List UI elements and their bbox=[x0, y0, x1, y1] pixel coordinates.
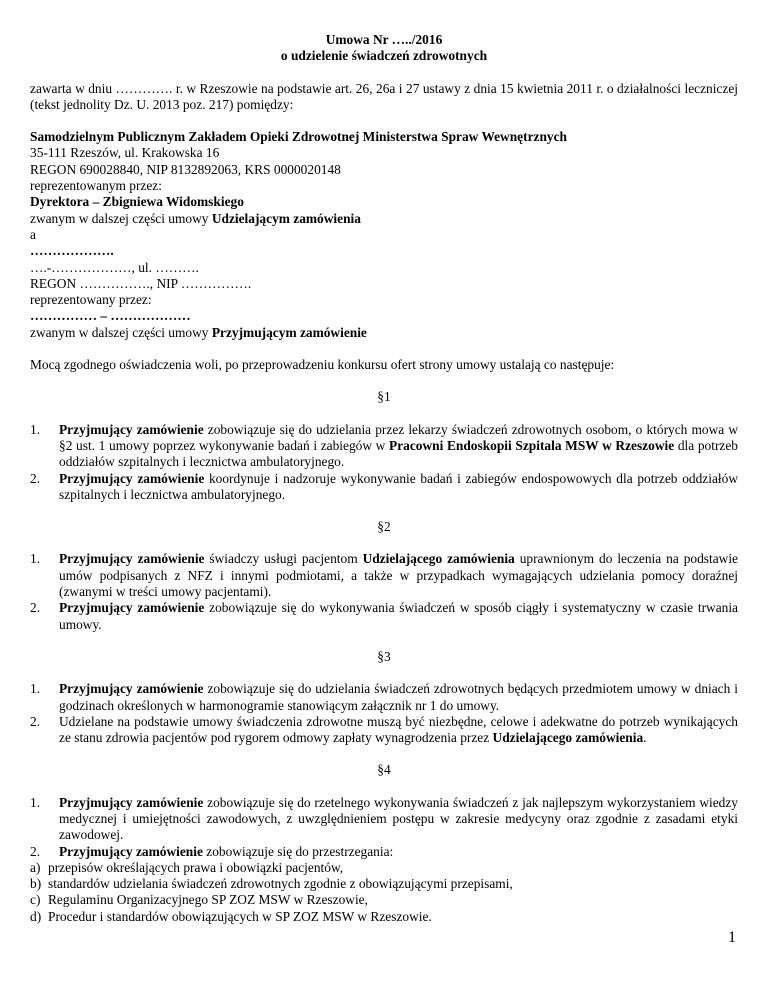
party-2-called: zwanym w dalszej części umowy Przyjmującym zamówienie bbox=[30, 324, 367, 340]
party-2-name: ………………. bbox=[30, 243, 114, 259]
party-1-representative: Dyrektora – Zbigniewa Widomskiego bbox=[30, 194, 244, 210]
party-1-role: Udzielającym zamówienia bbox=[211, 210, 361, 226]
section-1-item-1: 1. Przyjmujący zamówienie zobowiązuje się do udzielania przez lekarzy świadczeń zdrowotnych osobom, o których mowa w §2 ust. 1 umowy poprzez wykonywanie badań i zabiegów w Pracowni Endoskopii Szpitala MSW w Rzeszowie dla potrzeb oddziałów szpitalnych i lecznictwa ambulatoryjnego. bbox=[30, 421, 738, 470]
party-1-called: zwanym w dalszej części umowy Udzielającym zamówienia bbox=[30, 210, 361, 226]
document-body bbox=[30, 32, 738, 925]
section-2-item-2: 2. Przyjmujący zamówienie zobowiązuje się do wykonywania świadczeń w sposób ciągły i systematyczny w czasie trwania umowy. bbox=[30, 600, 738, 632]
party-2-address: ….-………………, ul. ………. bbox=[30, 259, 199, 275]
section-3-item-1: 1. Przyjmujący zamówienie zobowiązuje się do udzielania świadczeń zdrowotnych będących przedmiotem umowy w dniach i godzinach określonych w harmonogramie stanowiącym załącznik nr 1 do umowy. bbox=[30, 681, 738, 713]
section-4-item-2: 2. Przyjmujący zamówienie zobowiązuje się do przestrzegania: bbox=[30, 843, 394, 859]
section-4-list bbox=[30, 795, 738, 860]
conjunction: a bbox=[30, 226, 36, 242]
section-2-heading: §2 bbox=[377, 519, 391, 535]
contract-title: Umowa Nr …../2016 bbox=[325, 32, 443, 47]
party-1-represented-by: reprezentowanym przez: bbox=[30, 178, 162, 194]
section-3-item-2: 2. Udzielane na podstawie umowy świadczenia zdrowotne muszą być niezbędne, celowe i adekwatne do potrzeb wynikających ze stanu zdrowia pacjentów pod rygorem odmowy zapłaty wynagrodzenia przez Udzielającego zamówienia. bbox=[30, 713, 738, 746]
section-1-list bbox=[30, 422, 738, 503]
section-4-heading: §4 bbox=[377, 762, 391, 778]
party-2-block bbox=[30, 243, 738, 341]
section-3-heading: §3 bbox=[377, 648, 391, 664]
section-1-item-2: 2. Przyjmujący zamówienie koordynuje i nadzoruje wykonywanie badań i zabiegów endospowowych dla potrzeb oddziałów szpitalnych i lecznictwa ambulatoryjnego. bbox=[30, 470, 738, 502]
list-item: d) Procedur i standardów obowiązujących w SP ZOZ MSW w Rzeszowie. bbox=[30, 908, 432, 924]
party-1-name: Samodzielnym Publicznym Zakładem Opieki Zdrowotnej Ministerstwa Spraw Wewnętrznych bbox=[30, 129, 567, 145]
page-number: 1 bbox=[728, 929, 736, 946]
party-1-block bbox=[30, 129, 738, 227]
section-1-heading: §1 bbox=[377, 389, 391, 405]
section-2-item-1: 1. Przyjmujący zamówienie świadczy usługi pacjentom Udzielającego zamówienia uprawnionym do leczenia na podstawie umów podpisanych z NFZ i innymi podmiotami, a także w przypadkach wymagających udzielania pomocy doraźnej (zwanymi w treści umowy pacjentami). bbox=[30, 551, 738, 600]
contract-subtitle: o udzielenie świadczeń zdrowotnych bbox=[280, 48, 488, 64]
party-2-ids: REGON ……………., NIP ……………. bbox=[30, 275, 252, 291]
party-2-represented-by: reprezentowany przez: bbox=[30, 292, 152, 308]
list-item: a) przepisów określających prawa i obowiązki pacjentów, bbox=[30, 859, 344, 875]
party-2-role: Przyjmującym zamówienie bbox=[211, 324, 367, 340]
list-item: b) standardów udzielania świadczeń zdrowotnych zgodnie z obowiązującymi przepisami, bbox=[30, 876, 513, 892]
party-2-representative: …………… – ……………… bbox=[30, 308, 191, 324]
party-1-ids: REGON 690028840, NIP 8132892063, KRS 0000020148 bbox=[30, 161, 341, 177]
section-4-sublist bbox=[30, 860, 738, 925]
section-2-list bbox=[30, 551, 738, 632]
preamble: Mocą zgodnego oświadczenia woli, po przeprowadzeniu konkursu ofert strony umowy ustalają co następuje: bbox=[30, 357, 615, 373]
section-3-list bbox=[30, 681, 738, 746]
section-4-item-1: 1. Przyjmujący zamówienie zobowiązuje się do rzetelnego wykonywania świadczeń z jak najlepszym wykorzystaniem wiedzy medycznej i umiejętności zawodowych, z uwzględnieniem postępu w zakresie medycyny oraz zgodnie z zasadami etyki zawodowej. bbox=[30, 794, 739, 843]
party-1-address: 35-111 Rzeszów, ul. Krakowska 16 bbox=[30, 145, 220, 161]
list-item: c) Regulaminu Organizacyjnego SP ZOZ MSW w Rzeszowie, bbox=[30, 892, 368, 908]
intro-paragraph: zawarta w dniu …………. r. w Rzeszowie na podstawie art. 26, 26a i 27 ustawy z dnia 15 kwietnia 2011 r. o działalności leczniczej (tekst jednolity Dz. U. 2013 poz. 217) pomiędzy: bbox=[30, 80, 738, 112]
